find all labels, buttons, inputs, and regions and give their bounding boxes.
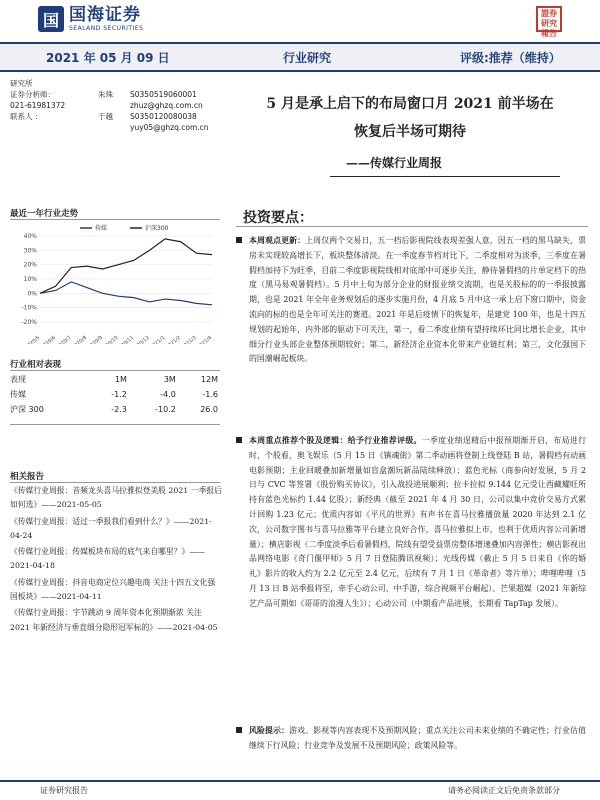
divider bbox=[10, 424, 220, 425]
x-tick-label: 2021/2 bbox=[164, 334, 183, 344]
divider bbox=[10, 482, 220, 483]
paragraph-label: 风险提示： bbox=[249, 726, 290, 735]
table-cell: -4.0 bbox=[160, 390, 176, 399]
related-reports-list bbox=[10, 484, 222, 637]
investment-highlights-heading: 投资要点： bbox=[243, 210, 313, 226]
footer-disclaimer-link[interactable]: 请务必阅读正文后免责条款部分 bbox=[448, 786, 560, 795]
related-report-link[interactable]: 《传媒行业周报：音频龙头喜马拉雅拟登美股 2021 一季报后如何选》——2021-05-05 bbox=[10, 486, 222, 510]
analyst-row bbox=[10, 100, 209, 111]
y-tick-label: 40% bbox=[23, 233, 37, 240]
analyst-cell: 021-61981372 bbox=[10, 101, 66, 110]
table-cell: 26.0 bbox=[200, 405, 218, 414]
x-tick-label: 2020/11 bbox=[115, 334, 136, 344]
analyst-row bbox=[10, 111, 209, 122]
x-tick-label: 2021/4 bbox=[195, 334, 214, 344]
paragraph-label: 本周观点更新： bbox=[249, 236, 306, 245]
analyst-cell bbox=[10, 122, 98, 133]
table-header-cell: 3M bbox=[163, 375, 176, 384]
trend-heading: 最近一年行业走势 bbox=[10, 209, 79, 219]
analyst-cell bbox=[98, 100, 130, 111]
related-report-link[interactable]: 《传媒行业周报：宇节跳动 9 周年资本化预期渐浓 关注 2021 年新经济与垂直细分隐形冠军标的》——2021-04-05 bbox=[10, 608, 218, 632]
analyst-cell bbox=[98, 122, 130, 133]
x-tick-label: 2020/5 bbox=[23, 334, 42, 344]
report-title bbox=[230, 90, 590, 146]
trend-chart-svg bbox=[10, 222, 218, 344]
table-cell: -10.2 bbox=[155, 405, 176, 414]
x-tick-label: 2020/12 bbox=[130, 334, 151, 344]
analyst-row bbox=[10, 89, 209, 100]
paragraph-text: 游戏、影视等内容表现不及预期风险；重点关注公司未来业绩的不确定性；行业估值继续下行风险；行业竞争及发展不及预期风险；政策风险等。 bbox=[249, 726, 586, 750]
footer-left: 证券研究报告 bbox=[40, 786, 88, 795]
logo-chinese-name: 国海证券 bbox=[69, 5, 141, 25]
analyst-cell: 证券分析师： bbox=[10, 90, 55, 99]
industry-trend-chart bbox=[10, 222, 218, 344]
key-picks-paragraph bbox=[236, 434, 586, 612]
y-tick-label: 0% bbox=[27, 290, 37, 298]
company-logo bbox=[38, 6, 143, 32]
report-rating: 评级:推荐（维持） bbox=[460, 50, 561, 65]
x-tick-label: 2020/8 bbox=[70, 334, 89, 344]
y-tick-label: 10% bbox=[23, 276, 37, 283]
analyst-cell: 联系人 ： bbox=[10, 112, 43, 121]
legend-label: 沪深300 bbox=[145, 225, 169, 232]
related-heading: 相关报告 bbox=[10, 472, 45, 482]
table-cell: 沪深 300 bbox=[10, 405, 44, 414]
analyst-row bbox=[10, 122, 209, 133]
x-tick-label: 2020/7 bbox=[55, 334, 73, 344]
table-header-cell: 表现 bbox=[10, 375, 26, 384]
y-tick-label: 20% bbox=[23, 261, 37, 269]
x-tick-label: 2020/6 bbox=[39, 334, 57, 344]
divider bbox=[10, 219, 220, 220]
y-tick-label: -20% bbox=[21, 319, 37, 326]
analyst-email-link[interactable]: yuy05@ghzq.com.cn bbox=[130, 123, 209, 132]
research-report-seal: 證券研究報告 bbox=[536, 6, 562, 32]
performance-table bbox=[10, 372, 218, 417]
y-tick-label: -10% bbox=[21, 304, 37, 312]
paragraph-text: 一季度业绩逞精后中报预期渐开启，布局进行时，个股看，奥飞娱乐（5 月 15 日《镇魂街》第二季动画将登制上线登陆 B 站，暑假档有动画电影预期；主业回暖叠加新增量如盲盒潮玩新品陆续释放）；蓝色光标（商参向好发展，5 月 2 日与 CVC 等签署《股份购买协议》，引入战投进展顺利；拉卡拉拟 9.144 亿元受让西藏耀旺所持有蓝色光标约 1.44 亿股）；新经典（截至 2021 年 4 月 30 日，公司以集中竞价交易方式累计回购 1.23 亿元；优质内容如《平凡的世界》有声书在喜马拉雅播放量 2020 年达到 2.1 亿次，公司数字图书与喜马拉雅等平台建立良好合作，喜马拉雅拟上市，也利于优质内容公司新增量）；横店影视（二季度淡季后看暑假档，院线有望受益票房整体增速叠加内容弹性；横店影视出品网络电影《奇门偃甲师》5 月 7 日登陆腾讯视频）；光线传媒（截止 5 月 5 日来自《你的婚礼》影片的收入约为 2.2 亿元至 2.4 亿元，后续有 7 月 1 日《革命者》等片单）；哔哩哔哩（5 月 13 日 B 站季报将至，牵手心动公司、中手游，综合视频平台崛起）、芒果超媒（2021 年新综艺产品可期如《哥哥的浪漫人生》）；心动公司（中期看产品进展，长期看 TapTap 发展）。 bbox=[249, 436, 586, 608]
x-tick-label: 2020/9 bbox=[86, 334, 104, 344]
weekly-view-paragraph bbox=[236, 234, 586, 367]
table-cell: -2.3 bbox=[111, 405, 127, 414]
y-tick-label: 30% bbox=[23, 247, 37, 255]
paragraph-label: 本周重点推荐个股及逻辑：给予行业推荐评级。 bbox=[249, 436, 422, 445]
institute-label: 研究所 bbox=[10, 79, 33, 88]
bullet-icon bbox=[236, 437, 242, 443]
report-header-band bbox=[0, 42, 600, 72]
analyst-info bbox=[10, 78, 209, 133]
related-report-link[interactable]: 《传媒行业周报：传媒板块布局的底气来自哪里？》——2021-04-18 bbox=[10, 547, 205, 571]
report-date: 2021 年 05 月 09 日 bbox=[46, 50, 170, 65]
analyst-cell: S0350120080038 bbox=[130, 112, 197, 121]
title-line: 5 月是承上启下的布局窗口月 2021 前半场在 bbox=[266, 96, 554, 112]
x-tick-label: 2021/1 bbox=[149, 334, 167, 344]
related-report-link[interactable]: 《传媒行业周报：抖音电商定位兴趣电商 关注十四五文化强国板块》——2021-04-11 bbox=[10, 577, 216, 602]
subtitle-underline bbox=[330, 176, 560, 177]
analyst-email-link[interactable]: zhuz@ghzq.com.cn bbox=[130, 101, 203, 110]
report-type: 行业研究 bbox=[283, 50, 332, 65]
logo-mark-icon: 国 bbox=[38, 6, 64, 32]
footer-rule bbox=[0, 780, 600, 782]
report-subtitle: ——传媒行业周报 bbox=[346, 156, 443, 170]
performance-heading: 行业相对表现 bbox=[10, 360, 62, 370]
bullet-icon bbox=[236, 237, 242, 243]
risk-paragraph bbox=[236, 724, 586, 754]
related-report-link[interactable]: 《传媒行业周报：适过一季报我们看到什么？》——2021-04-24 bbox=[10, 516, 212, 540]
analyst-cell: 朱珠 bbox=[98, 90, 113, 99]
x-tick-label: 2020/10 bbox=[99, 334, 120, 344]
table-header-row bbox=[10, 372, 218, 387]
paragraph-text: 上周仅两个交易日，五一档后影视院线表现差强人意，因五一档的黑马缺失，票房未实现较高增长下，板块整体清淡。在一季度春节档对比下，二季度相对为淡季，三季度在暑假档加持下为旺季，目前二季度影视院线相对底部中可逐步关注，静待暑假档的片单定档下的热度（黑马易观暑假档）。5 月中上旬为部分企业的财报业绩交流期，也是关股标的的一季报披露期，也是 2021 年全年业务规划后的逐步实施月份，4 月底 5 月中这一承上启下窗口期中，资金流向的标的也是全年可关注的赛道。2021 年是后疫情下的恢复年，是建党 100 年，也是十四五规划的起始年，内外部的驱动下可关注，第一，看二季度业绩有望持续环比同比增长企业，其中细分行业头部企业整体预期较好；第二，新经济企业资本化带来产业链红利；第三，文化强国下的国潮崛起板块。 bbox=[249, 236, 586, 364]
bullet-icon bbox=[236, 727, 242, 733]
table-cell: -1.2 bbox=[111, 390, 127, 399]
divider bbox=[236, 226, 588, 227]
table-header-cell: 12M bbox=[200, 375, 218, 384]
analyst-cell: 于越 bbox=[98, 112, 113, 121]
legend-label: 传媒 bbox=[95, 225, 108, 232]
table-row bbox=[10, 387, 218, 402]
x-tick-label: 2021/3 bbox=[180, 334, 198, 344]
divider bbox=[10, 370, 220, 371]
table-cell: -1.6 bbox=[202, 390, 218, 399]
title-line: 恢复后半场可期待 bbox=[354, 124, 466, 140]
logo-english-name: SEALAND SECURITIES bbox=[69, 25, 144, 32]
table-row bbox=[10, 402, 218, 417]
analyst-cell: S0350519060001 bbox=[130, 90, 197, 99]
table-cell: 传媒 bbox=[10, 390, 26, 399]
table-header-cell: 1M bbox=[114, 375, 127, 384]
